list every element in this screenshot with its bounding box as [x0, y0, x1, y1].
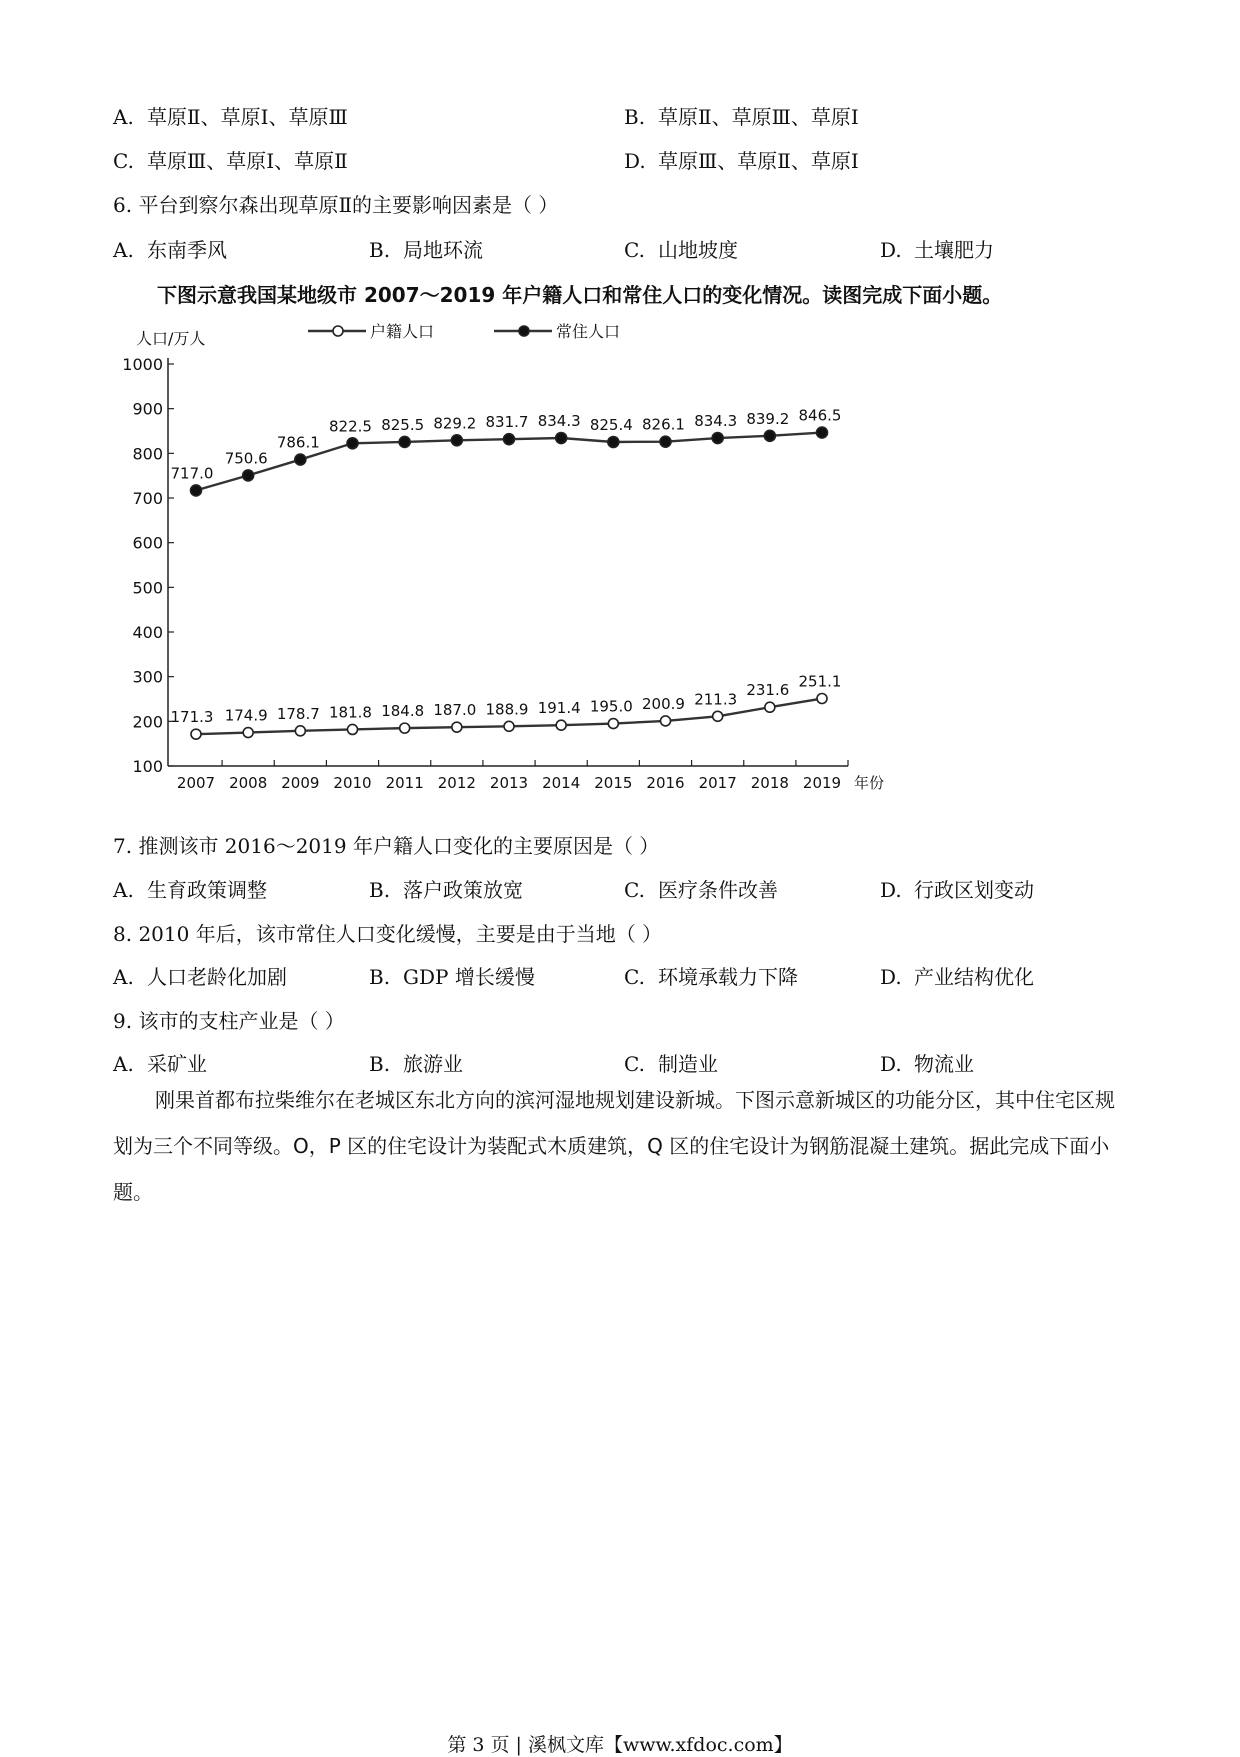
q7-option-c: C. 医疗条件改善 [624, 878, 778, 902]
y-tick-label-600: 600 [132, 533, 163, 553]
q8-option-a: A. 人口老龄化加剧 [113, 965, 287, 989]
q9-option-c: C. 制造业 [624, 1052, 718, 1076]
series-0-point-2018 [765, 702, 775, 712]
q7-option-a: A. 生育政策调整 [113, 878, 267, 902]
series-0-data-label-2011: 184.8 [381, 702, 425, 721]
q9-stem: 9. 该市的支柱产业是（ ） [113, 1009, 345, 1033]
legend-marker-1 [519, 326, 529, 336]
y-tick-label-400: 400 [132, 623, 163, 642]
series-1-point-2008 [243, 470, 254, 481]
series-0-data-label-2014: 191.4 [537, 699, 581, 718]
y-tick-label-1000: 1000 [122, 355, 163, 374]
series-1-point-2017 [712, 433, 723, 444]
x-tick-label-2016: 2016 [646, 774, 685, 792]
series-1-data-label-2011: 825.5 [381, 415, 425, 434]
series-1-point-2014 [556, 433, 567, 444]
q6-stem: 6. 平台到察尔森出现草原Ⅱ的主要影响因素是（ ） [113, 193, 559, 217]
q5-option-b: B. 草原Ⅱ、草原Ⅲ、草原Ⅰ [624, 105, 859, 129]
q7-option-d: D. 行政区划变动 [880, 878, 1034, 902]
series-1-data-label-2012: 829.2 [433, 414, 477, 433]
series-0-point-2011 [400, 723, 410, 733]
q9-option-d: D. 物流业 [880, 1052, 974, 1076]
series-0-data-label-2017: 211.3 [694, 690, 738, 709]
series-1-data-label-2013: 831.7 [485, 413, 529, 432]
series-0-data-label-2018: 231.6 [746, 681, 790, 700]
q6-option-c: C. 山地坡度 [624, 238, 738, 262]
legend-label-0: 户籍人口 [370, 322, 435, 341]
series-1-point-2018 [764, 430, 775, 441]
series-1-data-label-2019: 846.5 [798, 406, 842, 425]
series-0-data-label-2013: 188.9 [485, 700, 529, 719]
x-tick-label-2013: 2013 [489, 774, 529, 792]
q6-option-b: B. 局地环流 [369, 238, 483, 262]
series-0-data-label-2007: 171.3 [170, 708, 214, 727]
x-tick-label-2012: 2012 [437, 774, 476, 792]
chart-intro: 下图示意我国某地级市 2007～2019 年户籍人口和常住人口的变化情况。读图完成下面小题。 [157, 283, 1003, 307]
y-axis-label: 人口/万人 [136, 329, 206, 348]
series-0-point-2007 [191, 729, 201, 739]
q9-option-a: A. 采矿业 [113, 1052, 207, 1076]
series-0-data-label-2016: 200.9 [642, 694, 685, 713]
series-1-data-label-2010: 822.5 [329, 417, 372, 436]
y-tick-label-800: 800 [132, 444, 163, 464]
series-1-data-label-2017: 834.3 [694, 412, 738, 431]
q8-option-b: B. GDP 增长缓慢 [369, 965, 535, 989]
q5-option-d: D. 草原Ⅲ、草原Ⅱ、草原Ⅰ [624, 149, 859, 173]
x-tick-label-2017: 2017 [698, 774, 737, 792]
series-0-point-2015 [608, 719, 618, 729]
x-tick-label-2019: 2019 [802, 774, 842, 792]
q7-stem: 7. 推测该市 2016～2019 年户籍人口变化的主要原因是（ ） [113, 834, 660, 858]
series-0-point-2012 [452, 722, 462, 732]
population-line-chart [108, 322, 908, 804]
series-1-point-2012 [451, 435, 462, 446]
y-tick-label-900: 900 [132, 399, 163, 419]
series-0-data-label-2009: 178.7 [276, 704, 320, 723]
series-1-data-label-2018: 839.2 [746, 409, 790, 428]
x-tick-label-2015: 2015 [594, 774, 633, 792]
page-footer: 第 3 页 | 溪枫文库【www.xfdoc.com】 [447, 1734, 793, 1756]
series-1-point-2010 [347, 438, 358, 449]
legend-marker-0 [333, 326, 343, 336]
series-0-data-label-2010: 181.8 [329, 703, 372, 722]
x-tick-label-2011: 2011 [385, 774, 424, 792]
series-0-point-2010 [348, 724, 358, 734]
q5-option-a: A. 草原Ⅱ、草原Ⅰ、草原Ⅲ [113, 105, 348, 129]
q7-option-b: B. 落户政策放宽 [369, 878, 523, 902]
series-1-data-label-2008: 750.6 [224, 449, 268, 468]
series-1-point-2016 [660, 436, 671, 447]
series-0-data-label-2012: 187.0 [433, 701, 477, 720]
series-0-point-2009 [295, 726, 305, 736]
q6-option-a: A. 东南季风 [113, 238, 227, 262]
q5-option-c: C. 草原Ⅲ、草原Ⅰ、草原Ⅱ [113, 149, 348, 173]
next-passage: 刚果首都布拉柴维尔在老城区东北方向的滨河湿地规划建设新城。下图示意新城区的功能分区，其中住宅区规划为三个不同等级。O，P 区的住宅设计为装配式木质建筑，Q 区的住宅设计为钢筋混凝土建筑。据此完成下面小题。 [113, 1088, 1115, 1204]
x-tick-label-2010: 2010 [333, 774, 372, 792]
series-1-point-2013 [504, 434, 515, 445]
q8-option-c: C. 环境承载力下降 [624, 965, 798, 989]
series-1-data-label-2014: 834.3 [537, 412, 581, 431]
series-0-point-2019 [817, 694, 827, 704]
y-tick-label-300: 300 [132, 667, 163, 687]
series-0-point-2013 [504, 721, 514, 731]
series-1-data-label-2009: 786.1 [276, 433, 320, 452]
y-tick-label-500: 500 [132, 578, 163, 598]
q8-stem: 8. 2010 年后，该市常住人口变化缓慢，主要是由于当地（ ） [113, 922, 663, 946]
x-axis-label: 年份 [854, 774, 885, 792]
series-0-data-label-2008: 174.9 [224, 706, 268, 725]
series-1-data-label-2007: 717.0 [170, 464, 214, 483]
x-tick-label-2009: 2009 [281, 774, 320, 792]
series-1-data-label-2015: 825.4 [589, 415, 633, 434]
y-tick-label-700: 700 [132, 489, 163, 508]
series-1-point-2019 [817, 427, 828, 438]
series-0-point-2014 [556, 720, 566, 730]
y-tick-label-200: 200 [132, 712, 163, 732]
series-0-data-label-2015: 195.0 [589, 697, 633, 716]
q9-option-b: B. 旅游业 [369, 1052, 463, 1076]
series-1-data-label-2016: 826.1 [642, 415, 685, 434]
x-tick-label-2018: 2018 [750, 774, 789, 792]
series-0-point-2017 [713, 711, 723, 721]
x-tick-label-2007: 2007 [176, 774, 216, 792]
series-1-point-2015 [608, 436, 619, 447]
series-0-point-2016 [661, 716, 671, 726]
legend-label-1: 常住人口 [556, 322, 621, 341]
series-1-point-2011 [399, 436, 410, 447]
series-0-point-2008 [243, 728, 253, 738]
x-tick-label-2014: 2014 [542, 774, 581, 792]
y-tick-label-100: 100 [132, 757, 163, 776]
series-1-point-2007 [191, 485, 202, 496]
series-0-data-label-2019: 251.1 [798, 672, 842, 691]
q8-option-d: D. 产业结构优化 [880, 965, 1034, 989]
x-tick-label-2008: 2008 [229, 774, 268, 792]
series-1-point-2009 [295, 454, 306, 465]
q6-option-d: D. 土壤肥力 [880, 238, 994, 262]
